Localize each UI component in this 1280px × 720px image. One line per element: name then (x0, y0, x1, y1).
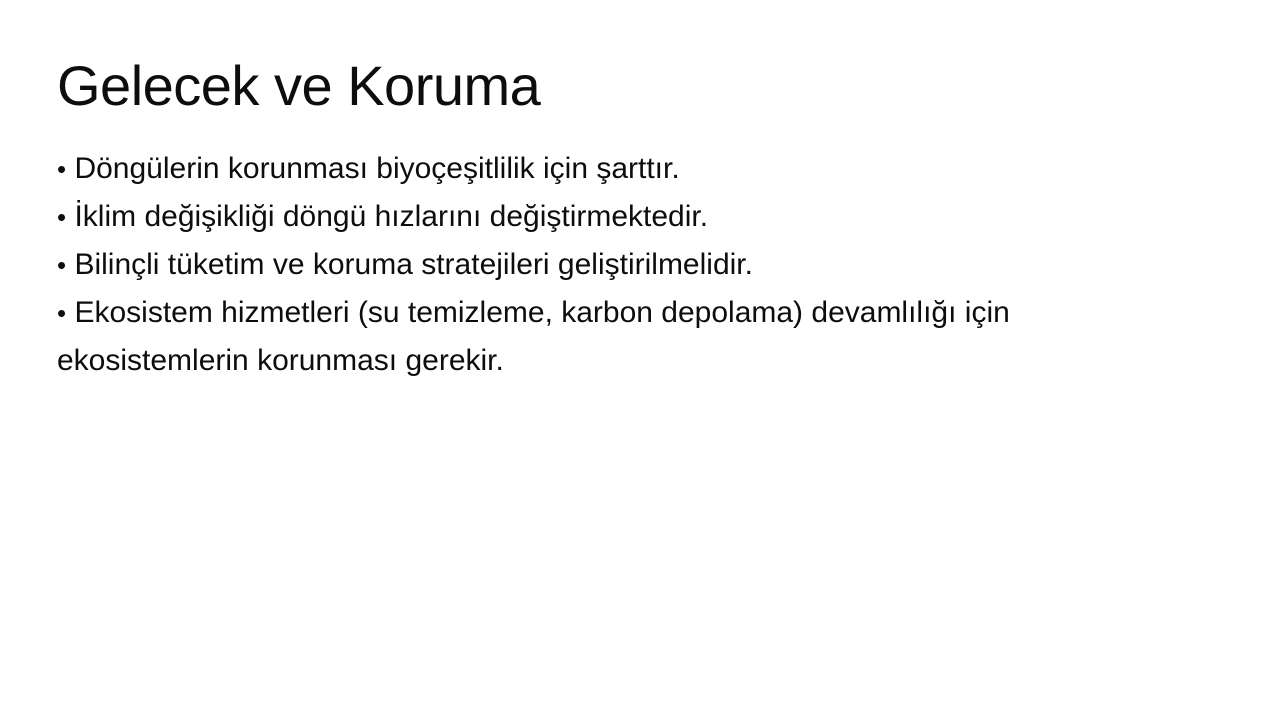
list-item-text: Ekosistem hizmetleri (su temizleme, karbon depolama) devamlılığı için ekosistemlerin korunması gerekir. (57, 296, 1010, 377)
bullet-point-icon: • (57, 298, 67, 328)
list-item (57, 241, 1132, 289)
bullet-point-icon: • (57, 154, 67, 184)
list-item (57, 289, 1132, 384)
slide-title: Gelecek ve Koruma (57, 54, 541, 117)
list-item (57, 193, 1132, 241)
bullet-point-icon: • (57, 250, 67, 280)
list-item-text: Bilinçli tüketim ve koruma stratejileri geliştirilmelidir. (74, 248, 753, 281)
bullet-list (57, 145, 1132, 384)
list-item-text: İklim değişikliği döngü hızlarını değiştirmektedir. (74, 200, 709, 233)
list-item-text: Döngülerin korunması biyoçeşitlilik için şarttır. (74, 152, 680, 185)
list-item (57, 145, 1132, 193)
bullet-point-icon: • (57, 202, 67, 232)
